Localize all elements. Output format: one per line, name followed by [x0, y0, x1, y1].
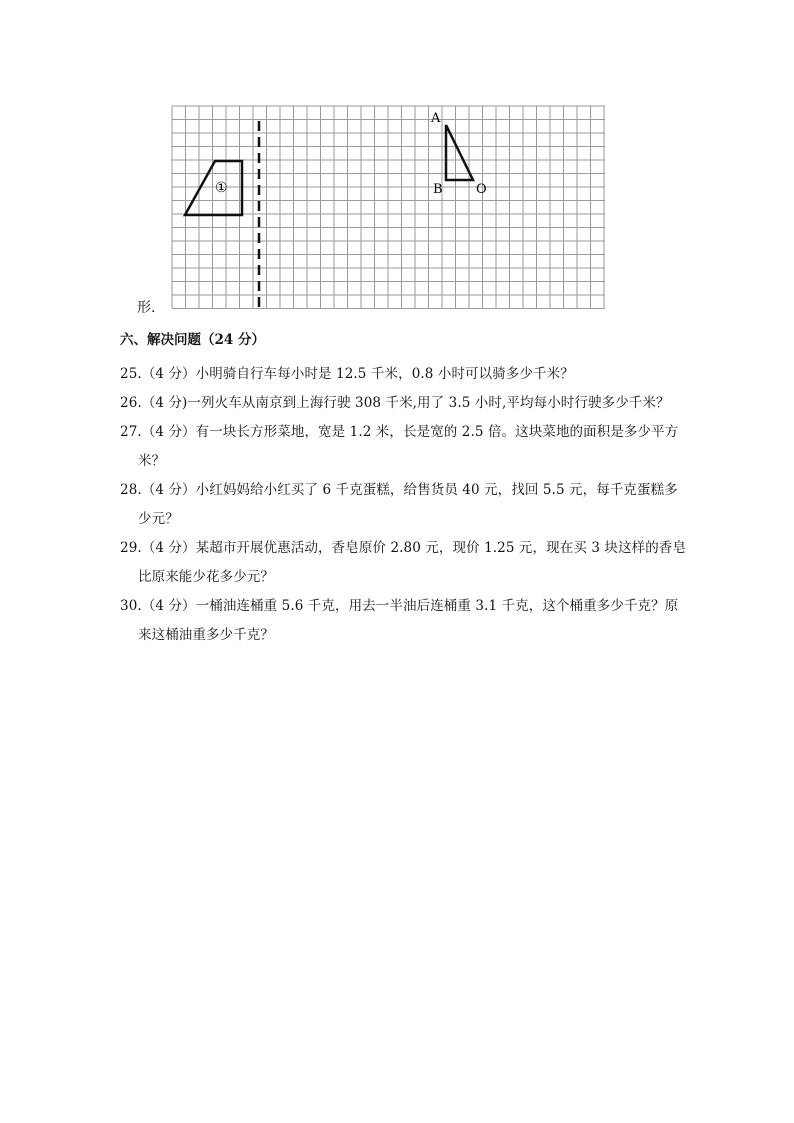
trailing-text: 形.	[137, 300, 156, 316]
trapezoid-shape-1	[185, 161, 242, 215]
question-item	[120, 418, 680, 476]
question-text-continued: 比原来能少花多少元？	[138, 569, 274, 585]
point-b-label: B	[433, 182, 443, 197]
question-text: 29.（4 分）某超市开展优惠活动，香皂原价 2.80 元，现价 1.25 元，现在买 3 块这样的香皂	[120, 540, 687, 556]
question-text: 28.（4 分）小红妈妈给小红买了 6 千克蛋糕，给售货员 40 元，找回 5.5 元，每千克蛋糕多	[120, 482, 678, 498]
grid-figure	[0, 0, 794, 330]
question-text: 27.（4 分）有一块长方形菜地，宽是 1.2 米，长是宽的 2.5 倍。这块菜地的面积是多少平方	[120, 424, 679, 440]
question-item	[120, 476, 680, 534]
shape-1-label: ①	[215, 180, 228, 196]
question-item	[120, 360, 680, 389]
point-a-label: A	[431, 111, 441, 126]
question-text-continued: 来这桶油重多少千克？	[138, 627, 274, 643]
question-text-continued: 米？	[138, 453, 166, 469]
question-item	[120, 592, 680, 650]
grid-paper	[165, 103, 610, 313]
section-heading: 六、解决问题（24 分）	[120, 332, 265, 348]
point-o-label: O	[476, 182, 487, 197]
question-item	[120, 534, 687, 592]
question-text: 30.（4 分）一桶油连桶重 5.6 千克，用去一半油后连桶重 3.1 千克，这个桶重多少千克？原	[120, 598, 679, 614]
grid-lines	[172, 106, 605, 309]
question-text: 26.（4 分)一列火车从南京到上海行驶 308 千米,用了 3.5 小时,平均每小时行驶多少千米？	[120, 395, 670, 411]
question-item	[120, 389, 680, 418]
question-text: 25.（4 分）小明骑自行车每小时是 12.5 千米，0.8 小时可以骑多少千米？	[120, 366, 574, 382]
question-list	[120, 360, 687, 650]
question-text-continued: 少元？	[138, 511, 179, 527]
